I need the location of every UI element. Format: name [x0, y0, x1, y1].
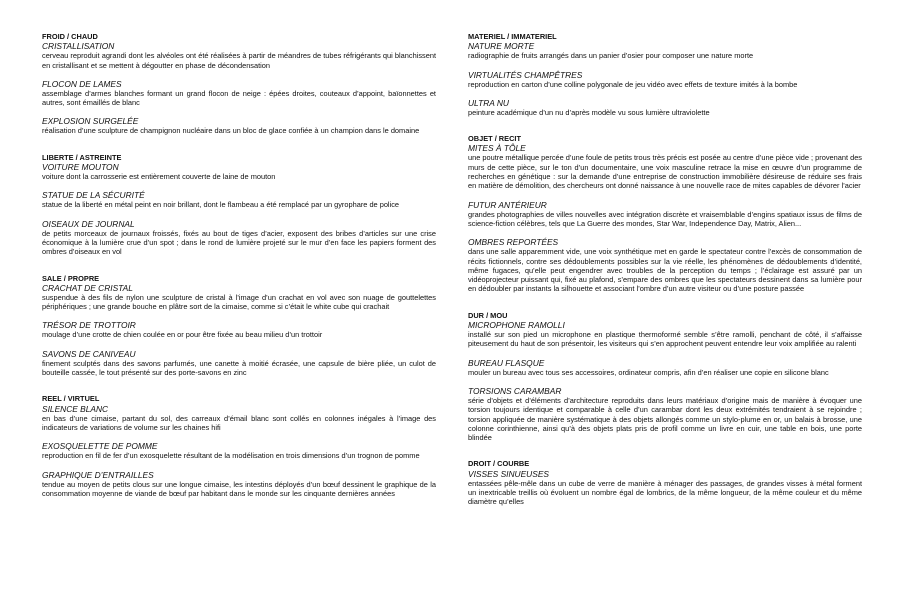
entry-description: reproduction en carton d’une colline polygonale de jeu vidéo avec effets de texture imités à la bombe	[468, 79, 798, 89]
entry	[42, 404, 436, 433]
entry	[468, 469, 862, 507]
entry-title: VIRTUALITÉS CHAMPÊTRES	[468, 69, 583, 80]
entry-description: statue de la liberté en métal peint en noir brillant, dont le flambeau a été remplacé par un gyrophare de police	[42, 200, 400, 210]
entry	[42, 441, 436, 460]
entry-description: suspendue à des fils de nylon une sculpture de cristal à l’image d’un crachat en vol avec son nuage de gouttelettes périphériques ; une grande bouche en plâtre sort de la cimaise, comme si c’était le white cube qui crachait	[42, 292, 436, 312]
entry-description: reproduction en fil de fer d’un exosquelette résultant de la modélisation en trois dimensions d’un trognon de pomme	[42, 451, 420, 461]
entry-title: FUTUR ANTÉRIEUR	[468, 199, 547, 210]
section-heading: MATERIEL / IMMATERIEL	[468, 32, 557, 41]
entry-title: GRAPHIQUE D’ENTRAILLES	[42, 469, 154, 480]
entry-title: MICROPHONE RAMOLLI	[468, 320, 565, 331]
entry-title: BUREAU FLASQUE	[468, 357, 545, 368]
entry-description: assemblage d’armes blanches formant un grand flocon de neige : épées droites, couteaux d’appoint, baïonnettes et autres, sont émaillés de blanc	[42, 88, 436, 108]
entry	[42, 79, 436, 108]
entry-description: peinture académique d’un nu d’après modèle vu sous lumière ultraviolette	[468, 107, 710, 117]
entry	[468, 358, 862, 377]
entry	[468, 143, 862, 190]
entry-description: réalisation d’une sculpture de champignon nucléaire dans un bloc de glace confiée à un champion dans le domaine	[42, 126, 420, 136]
entry-description: en bas d’une cimaise, partant du sol, des carreaux d’émail blanc sont collés en colonnes inégales à l’image des indicateurs de variations de volume sur les chaines hifi	[42, 413, 436, 432]
entry-title: VISSES SINUEUSES	[468, 468, 549, 479]
section	[468, 459, 862, 506]
section-heading: LIBERTE / ASTREINTE	[42, 152, 122, 162]
entry-title: FLOCON DE LAMES	[42, 78, 122, 89]
entry	[42, 219, 436, 257]
entry	[468, 98, 862, 117]
entry	[42, 349, 436, 378]
entry	[42, 283, 436, 312]
section	[468, 32, 862, 117]
entry-description: série d’objets et d’éléments d’architecture reproduits dans leurs matériaux d’origine mais de manière à évoquer une torsion toujours identique et comparable à celle d’un carambar dont les deux extrémités tendraient à se rejoindre ; torsion appliquée de manière systématique à des objets allongés comme un stylo-plume en or, un balais à brosse, une colonne corinthienne, ainsi qu’à des objets plats pris de profil comme un livre en cuir, une table en bois, une porte blindée	[468, 395, 862, 443]
entry-title: TORSIONS CARAMBAR	[468, 385, 562, 396]
entry-title: OISEAUX DE JOURNAL	[42, 218, 135, 229]
entry	[42, 320, 436, 339]
entry-title: TRÉSOR DE TROTTOIR	[42, 320, 136, 331]
section-heading: SALE / PROPRE	[42, 273, 100, 283]
entry-description: dans une salle apparemment vide, une voix synthétique met en garde le spectateur contre l’excès de consommation de récits fictionnels, contre ses dédoublements possibles sur la vie réelle, les phénomènes de dédoublements d’identité, même fugaces, qu’elle peut engendrer avec troubles de la perception du temps ; l’éclairage est assuré par un vidéoprojecteur puissant qui, fixé au plafond, s’empare des ombres que les spectateurs dessinent dans sa lumière pour en dédoubler par instants la silhouette et associant l’ombre d’un autre visiteur ou d’une posture passée	[468, 247, 862, 294]
entry	[468, 41, 862, 60]
entry	[468, 200, 862, 229]
entry	[468, 70, 862, 89]
section	[468, 311, 862, 443]
section-heading: DROIT / COURBE	[468, 459, 530, 469]
section-heading: REEL / VIRTUEL	[42, 394, 100, 404]
entry-description: une poutre métallique percée d’une foule de petits trous très précis est posée au centre d’une pièce vide ; provenant des murs de cette pièce, sur le ton d’un documentaire, une voix masculine retrace la mise en œuvre d’un programme de recherches en génétique : sur la demande d’une entreprise de construction immobilière désireuse de réduire ses frais en matière de démolition, des chercheurs ont donné naissance à une nouvelle race de mites capables de dévorer l’acier	[468, 153, 863, 191]
right-column	[468, 32, 862, 524]
entry-description: entassées pêle-mêle dans un cube de verre de manière à ménager des passages, de grandes visses à métal forment un inextricable treillis où évoluent un nombre égal de lombrics, de la même longueur, de la même couleur et du même diamètre qu’elles	[468, 478, 862, 507]
entry-title: EXPLOSION SURGELÉE	[42, 116, 139, 127]
entry-description: tendue au moyen de petits clous sur une longue cimaise, les intestins déployés d’un bœuf dessinent le graphique de la consommation moyenne de viande de bœuf par habitant dans le monde sur les cinquante dernières années	[42, 479, 436, 498]
section-heading: FROID / CHAUD	[42, 32, 98, 41]
section	[42, 32, 436, 136]
entry-description: grandes photographies de villes nouvelles avec intégration discrète et vraisemblable d’engins spatiaux issus de films de science-fiction célèbres, tels que La Guerre des mondes, Star War, Independence Day, Matrix, Alien...	[468, 209, 862, 228]
entry	[468, 237, 862, 293]
entry-description: finement sculptés dans des savons parfumés, une canette à moitié écrasée, une capsule de bière pliée, un culot de bouteille cassée, le tout présenté sur des porte-savons en zinc	[42, 358, 436, 378]
entry-description: moulage d’une crotte de chien coulée en or pour être fixée au beau milieu d’un trottoir	[42, 330, 323, 340]
entry-title: MITES À TÔLE	[468, 143, 526, 154]
entry-title: CRISTALLISATION	[42, 41, 115, 52]
entry	[42, 190, 436, 209]
entry-title: OMBRES REPORTÉES	[468, 237, 559, 248]
entry-title: CRACHAT DE CRISTAL	[42, 282, 133, 293]
entry	[42, 41, 436, 70]
entry-description: radiographie de fruits arrangés dans un panier d’osier pour composer une nature morte	[468, 51, 754, 61]
entry-title: NATURE MORTE	[468, 41, 535, 52]
entry	[468, 320, 862, 349]
section	[42, 153, 436, 257]
left-column	[42, 32, 436, 515]
entry-title: SAVONS DE CANIVEAU	[42, 348, 136, 359]
entry-description: installé sur son pied un microphone en plastique thermoformé semble s’être ramolli, penchant de côté, il s’affaisse piteusement du haut de son présentoir, les visiteurs qui s’en approchent peuvent entendre leur voix amplifiée au ralenti	[468, 330, 862, 349]
entry-description: mouler un bureau avec tous ses accessoires, ordinateur compris, afin d’en réaliser une copie en silicone blanc	[468, 367, 829, 377]
entry-title: STATUE DE LA SÉCURITÉ	[42, 190, 145, 201]
entry	[42, 470, 436, 499]
entry	[42, 116, 436, 135]
entry-title: VOITURE MOUTON	[42, 162, 119, 173]
entry-description: cerveau reproduit agrandi dont les alvéoles ont été réalisées à partir de méandres de tubes réfrigérants qui blanchissent en cristallisant et se mettent à dégoutter en phase de décondensation	[42, 51, 436, 70]
entry-title: EXOSQUELETTE DE POMME	[42, 441, 158, 452]
entry-title: SILENCE BLANC	[42, 403, 109, 414]
section-heading: OBJET / RECIT	[468, 134, 521, 144]
section-heading: DUR / MOU	[468, 310, 508, 320]
section	[42, 394, 436, 498]
entry-description: de petits morceaux de journaux froissés, fixés au bout de tiges d’acier, exposent des bribes d’articles sur une crise économique à la lumière crue d’un spot ; dans le rond de lumière projeté sur le mur d’en face les papiers forment des ombres d’oiseaux en vol	[42, 228, 436, 257]
entry	[468, 386, 862, 442]
section	[468, 134, 862, 294]
section	[42, 274, 436, 378]
entry-title: ULTRA NU	[468, 97, 509, 108]
entry	[42, 162, 436, 181]
entry-description: voiture dont la carrosserie est entièrement couverte de laine de mouton	[42, 172, 276, 182]
